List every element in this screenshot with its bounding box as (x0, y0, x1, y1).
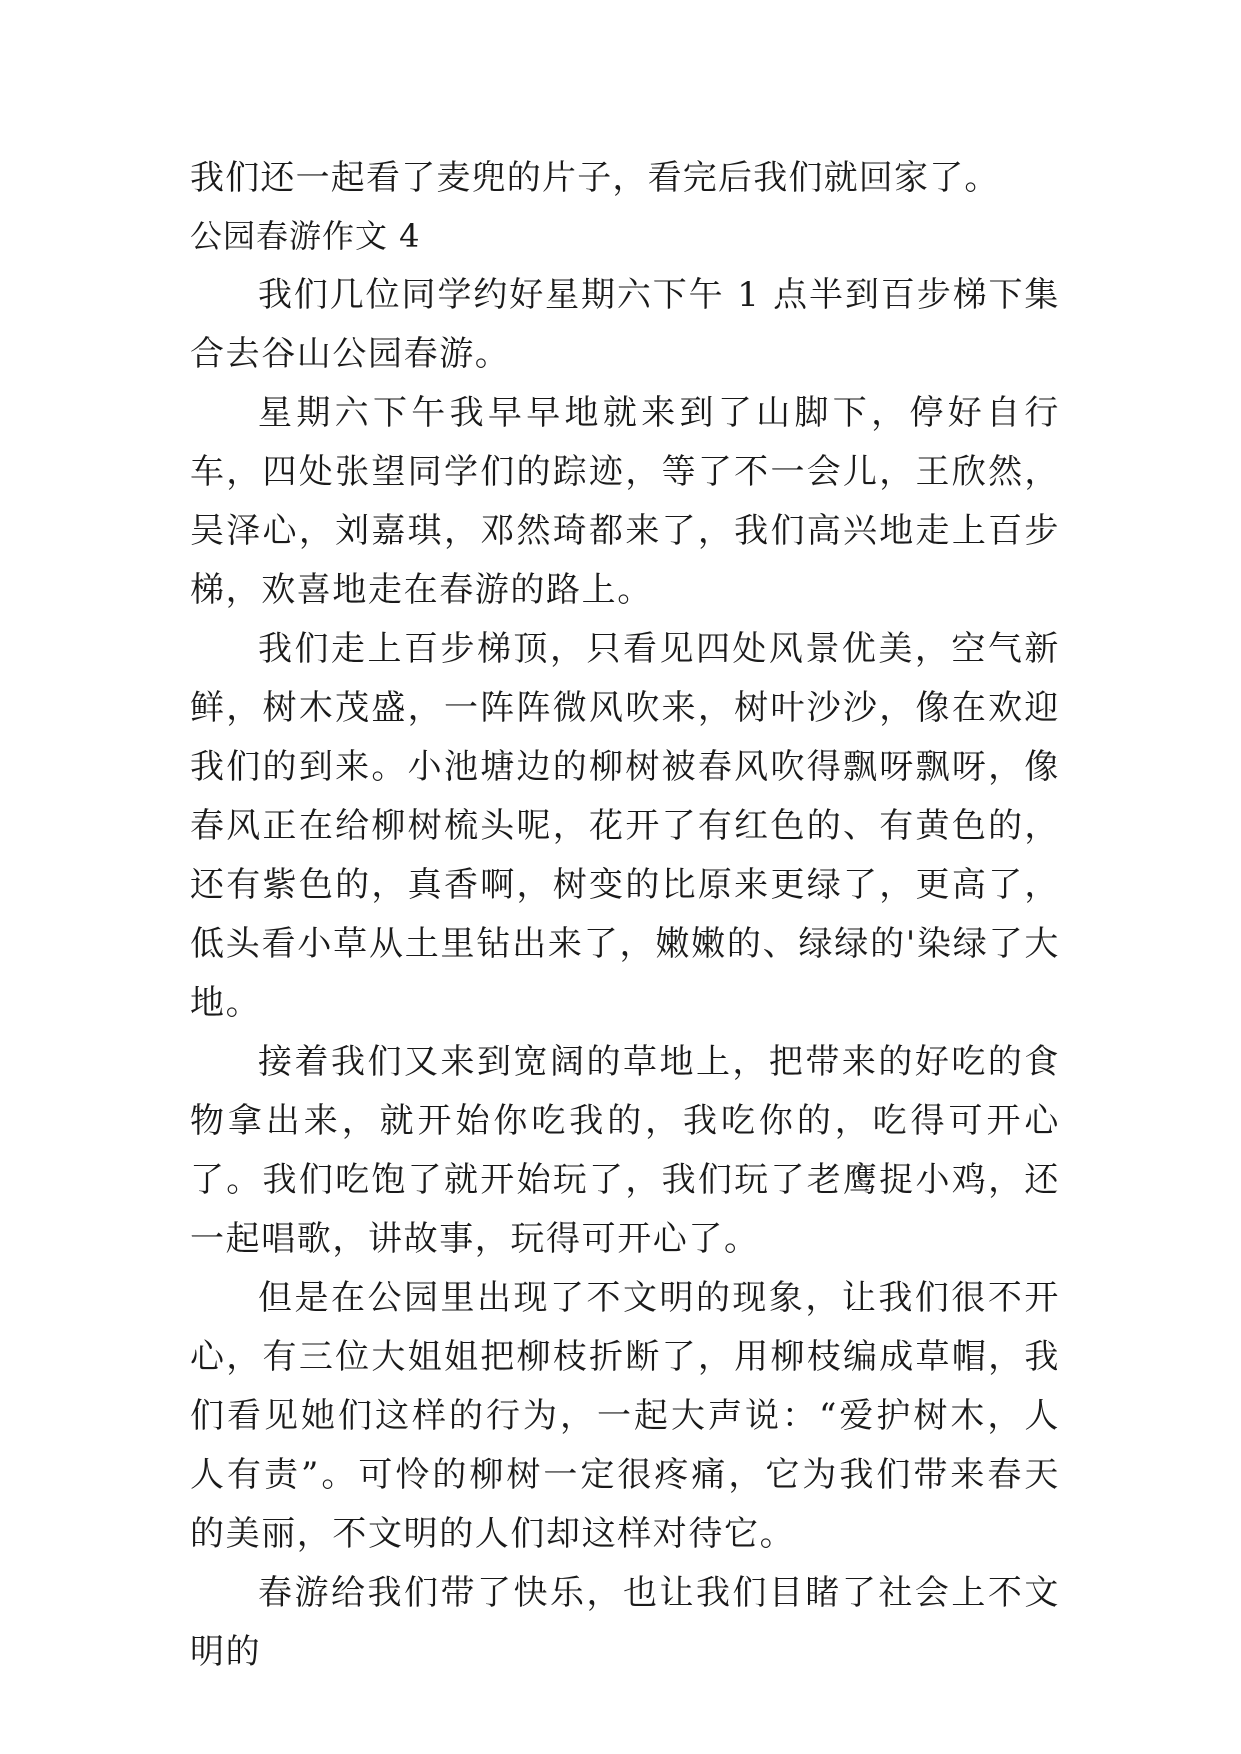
lead-line: 我们还一起看了麦兜的片子，看完后我们就回家了。 (190, 158, 1000, 198)
paragraph: 星期六下午我早早地就来到了山脚下，停好自行车，四处张望同学们的踪迹，等了不一会儿，王欣然，吴泽心，刘嘉琪，邓然琦都来了，我们高兴地走上百步梯，欢喜地走在春游的路上。 (190, 392, 1060, 610)
document-page (190, 150, 1060, 1682)
paragraph: 我们走上百步梯顶，只看见四处风景优美，空气新鲜，树木茂盛，一阵阵微风吹来，树叶沙沙，像在欢迎我们的到来。小池塘边的柳树被春风吹得飘呀飘呀，像春风正在给柳树梳头呢，花开了有红色的、有黄色的，还有紫色的，真香啊，树变的比原来更绿了，更高了，低头看小草从土里钻出来了，嫩嫩的、绿绿的'染绿了大地。 (190, 628, 1060, 1023)
paragraph: 但是在公园里出现了不文明的现象，让我们很不开心，有三位大姐姐把柳枝折断了，用柳枝编成草帽，我们看见她们这样的行为，一起大声说：“爱护树木，人人有责”。可怜的柳树一定很疼痛，它为我们带来春天的美丽，不文明的人们却这样对待它。 (190, 1277, 1060, 1554)
section-title: 公园春游作文 4 (190, 216, 421, 255)
paragraph: 春游给我们带了快乐，也让我们目睹了社会上不文明的 (190, 1572, 1060, 1672)
paragraph: 接着我们又来到宽阔的草地上，把带来的好吃的食物拿出来，就开始你吃我的，我吃你的，吃得可开心了。我们吃饱了就开始玩了，我们玩了老鹰捉小鸡，还一起唱歌，讲故事，玩得可开心了。 (190, 1041, 1060, 1259)
paragraph: 我们几位同学约好星期六下午 1 点半到百步梯下集合去谷山公园春游。 (190, 274, 1060, 374)
